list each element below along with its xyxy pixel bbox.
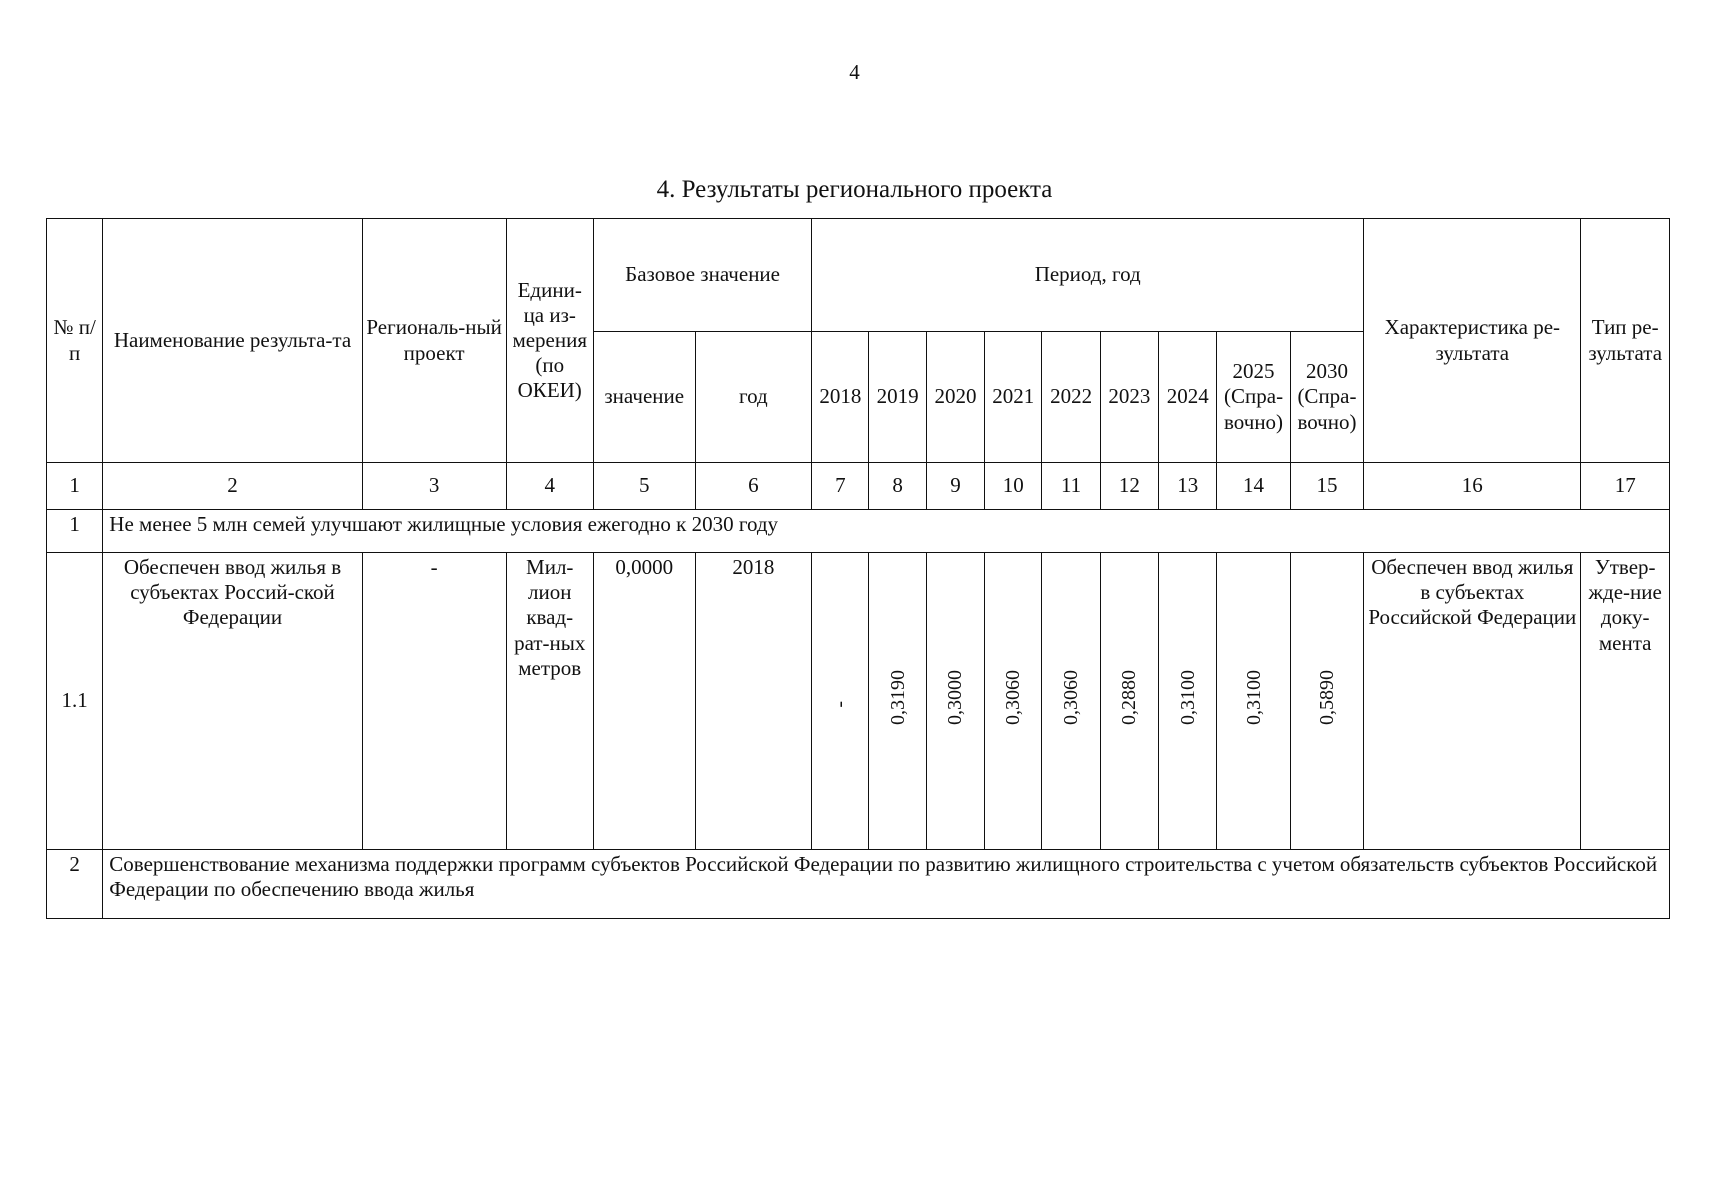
section-row-2 (47, 850, 1670, 919)
value-cell (926, 553, 984, 850)
header-unit: Едини-ца из-мерения (по ОКЕИ) (506, 219, 593, 463)
header-num: № п/п (47, 219, 103, 463)
header-project: Региональ-ный проект (362, 219, 506, 463)
base-value: 0,0000 (593, 553, 695, 850)
header-year: 2025 (Спра-вочно) (1217, 332, 1290, 463)
column-number-row (47, 463, 1670, 510)
column-number: 16 (1364, 463, 1581, 510)
value-cell (869, 553, 926, 850)
column-number: 14 (1217, 463, 1290, 510)
column-number: 1 (47, 463, 103, 510)
value-cell (1159, 553, 1217, 850)
unit: Мил-лион квад-рат-ных метров (506, 553, 593, 850)
column-number: 8 (869, 463, 926, 510)
value-cell (1290, 553, 1363, 850)
results-table (46, 218, 1670, 919)
period-value: - (829, 700, 852, 708)
value-cell (1042, 553, 1100, 850)
header-base-value: значение (593, 332, 695, 463)
value-cell (1100, 553, 1158, 850)
regional-project: - (362, 553, 506, 850)
period-value: 0,3060 (1002, 670, 1025, 726)
column-number: 5 (593, 463, 695, 510)
header-period: Период, год (812, 219, 1364, 332)
section-row-1 (47, 510, 1670, 553)
result-characteristic: Обеспечен ввод жилья в субъектах Российской Федерации (1364, 553, 1581, 850)
period-value: 0,3000 (944, 670, 967, 726)
base-year: 2018 (695, 553, 812, 850)
header-year: 2021 (985, 332, 1042, 463)
header-year: 2020 (926, 332, 984, 463)
header-row-1 (47, 219, 1670, 332)
column-number: 7 (812, 463, 869, 510)
header-base: Базовое значение (593, 219, 811, 332)
header-base-year: год (695, 332, 812, 463)
header-characteristic: Характеристика ре-зультата (1364, 219, 1581, 463)
header-year: 2030 (Спра-вочно) (1290, 332, 1363, 463)
column-number: 12 (1100, 463, 1158, 510)
header-type: Тип ре-зультата (1581, 219, 1670, 463)
section-text: Не менее 5 млн семей улучшают жилищные условия ежегодно к 2030 году (103, 510, 1670, 553)
result-name: Обеспечен ввод жилья в субъектах Россий-ской Федерации (103, 553, 362, 850)
header-year: 2022 (1042, 332, 1100, 463)
row-num: 1.1 (47, 553, 103, 850)
column-number: 17 (1581, 463, 1670, 510)
section-num: 2 (47, 850, 103, 919)
column-number: 3 (362, 463, 506, 510)
header-name: Наименование результа-та (103, 219, 362, 463)
section-num: 1 (47, 510, 103, 553)
period-value: 0,2880 (1118, 670, 1141, 726)
column-number: 6 (695, 463, 812, 510)
header-year: 2019 (869, 332, 926, 463)
period-value: 0,3100 (1176, 670, 1199, 726)
table-row (47, 553, 1670, 850)
period-value: 0,3100 (1242, 670, 1265, 726)
header-year: 2023 (1100, 332, 1158, 463)
value-cell (985, 553, 1042, 850)
column-number: 11 (1042, 463, 1100, 510)
column-number: 4 (506, 463, 593, 510)
section-text: Совершенствование механизма поддержки программ субъектов Российской Федерации по развитию жилищного строительства с учетом обязательств субъектов Российской Федерации по обеспечению ввода жилья (103, 850, 1670, 919)
period-value: 0,3060 (1060, 670, 1083, 726)
header-year: 2018 (812, 332, 869, 463)
column-number: 13 (1159, 463, 1217, 510)
column-number: 10 (985, 463, 1042, 510)
column-number: 15 (1290, 463, 1363, 510)
header-year: 2024 (1159, 332, 1217, 463)
page-number: 4 (849, 60, 860, 84)
value-cell (1217, 553, 1290, 850)
value-cell (812, 553, 869, 850)
period-value: 0,3190 (886, 670, 909, 726)
column-number: 2 (103, 463, 362, 510)
section-title: 4. Результаты регионального проекта (656, 176, 1053, 203)
result-type: Утвер-жде-ние доку-мента (1581, 553, 1670, 850)
column-number: 9 (926, 463, 984, 510)
period-value: 0,5890 (1315, 670, 1338, 726)
